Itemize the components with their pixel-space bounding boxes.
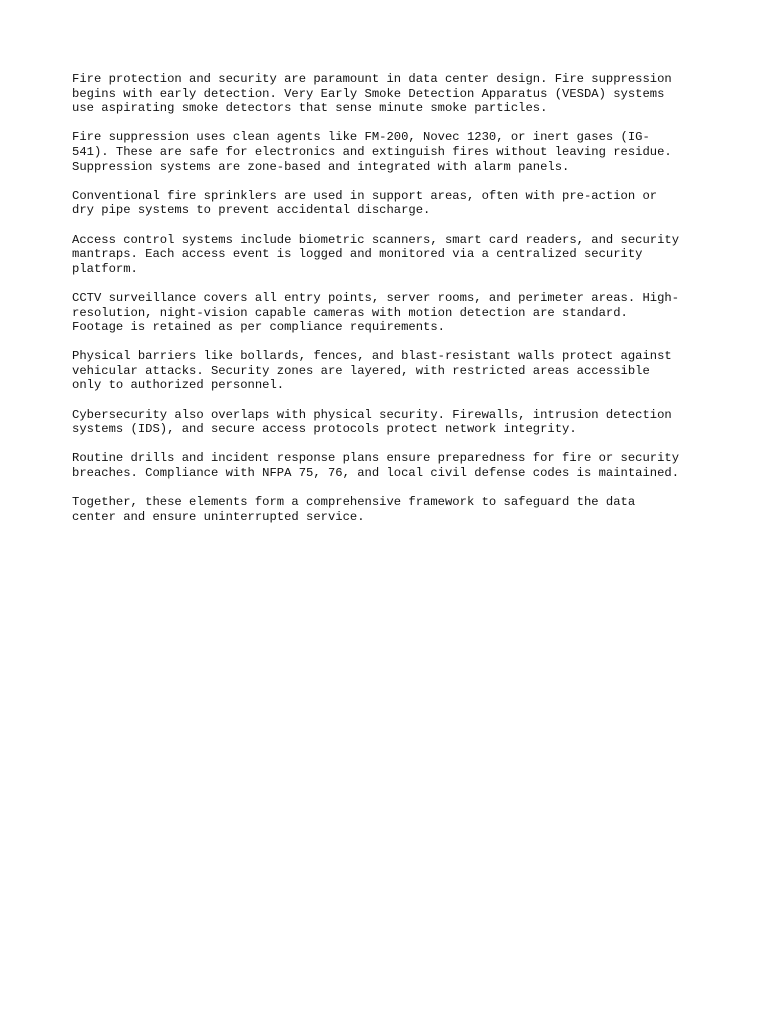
paragraph-fire-suppression: Fire suppression uses clean agents like FM-200, Novec 1230, or inert gases (IG- 541). These are safe for electronics and extinguish fires without leaving residue. Suppression systems are zone-based and integrated with alarm panels. — [72, 130, 672, 174]
paragraph-sprinklers: Conventional fire sprinklers are used in support areas, often with pre-action or dry pipe systems to prevent accidental discharge. — [72, 188, 658, 218]
paragraph-physical-barriers: Physical barriers like bollards, fences, and blast-resistant walls protect against vehicular attacks. Security zones are layered, with restricted areas accessible only to authorized personnel. — [72, 349, 672, 393]
paragraph-cctv: CCTV surveillance covers all entry points, server rooms, and perimeter areas. High- resolution, night-vision capable cameras with motion detection are standard. Footage is retained as per compliance requirements. — [72, 290, 680, 335]
paragraph-conclusion: Together, these elements form a comprehensive framework to safeguard the data center and ensure uninterrupted service. — [72, 495, 636, 524]
document-body — [72, 72, 712, 539]
paragraph-cybersecurity: Cybersecurity also overlaps with physical security. Firewalls, intrusion detection systems (IDS), and secure access protocols protect network integrity. — [72, 407, 672, 437]
paragraph-fire-protection: Fire protection and security are paramount in data center design. Fire suppression begins with early detection. Very Early Smoke Detection Apparatus (VESDA) systems use aspirating smoke detectors that sense minute smoke particles. — [72, 72, 672, 116]
paragraph-access-control: Access control systems include biometric scanners, smart card readers, and security mantraps. Each access event is logged and monitored via a centralized security platform. — [72, 232, 680, 276]
paragraph-drills-compliance: Routine drills and incident response plans ensure preparedness for fire or security breaches. Compliance with NFPA 75, 76, and local civil defense codes is maintained. — [72, 451, 680, 481]
